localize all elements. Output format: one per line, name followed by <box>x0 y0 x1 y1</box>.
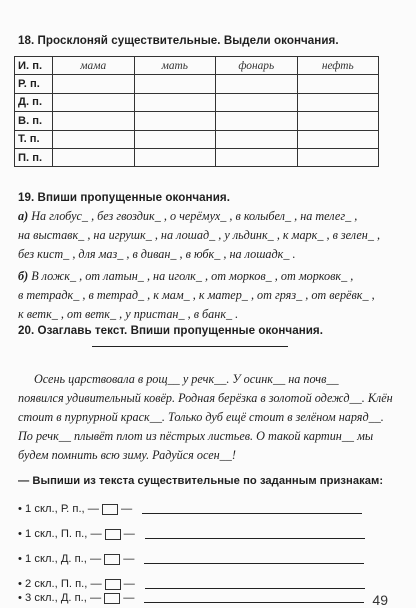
case-label: И. п. <box>15 57 53 75</box>
answer-line[interactable] <box>145 588 365 589</box>
declension-table <box>14 56 379 167</box>
answer-cell[interactable] <box>216 93 298 111</box>
criteria-label: • 1 скл., Д. п., — <box>18 553 102 565</box>
item-label-a: а) <box>18 209 29 223</box>
answer-cell[interactable] <box>134 75 216 93</box>
answer-cell[interactable] <box>297 75 379 93</box>
answer-row <box>18 578 365 590</box>
table-row <box>15 75 379 93</box>
task-19a-line-2: на выставк_ , на игрушк_ , на лошад_ , у льдинк_ , к марк_ , в зелен_ , <box>18 228 381 242</box>
case-label: Д. п. <box>15 93 53 111</box>
exercise-text: На глобус_ , без гвоздик_ , о черёмух_ , в колыбел_ , на телег_ , <box>31 209 358 223</box>
case-label: В. п. <box>15 112 53 130</box>
answer-cell[interactable] <box>297 130 379 148</box>
criteria-label: • 1 скл., П. п., — <box>18 528 102 540</box>
case-label: Р. п. <box>15 75 53 93</box>
answer-row <box>18 592 364 604</box>
answer-cell[interactable] <box>53 75 135 93</box>
answer-cell[interactable] <box>134 93 216 111</box>
table-row <box>15 93 379 111</box>
answer-line[interactable] <box>144 563 364 564</box>
dash: — <box>123 592 135 604</box>
ending-box[interactable] <box>105 529 121 540</box>
dash: — <box>123 578 135 590</box>
answer-cell[interactable] <box>53 112 135 130</box>
ending-box[interactable] <box>102 504 118 515</box>
answer-line[interactable] <box>145 538 365 539</box>
story-line: Осень царствовала в рощ__ у речк__. У осинк__ на почв__ <box>34 372 339 386</box>
case-label: Т. п. <box>15 130 53 148</box>
table-row <box>15 130 379 148</box>
item-label-b: б) <box>18 269 29 283</box>
answer-row <box>18 553 364 565</box>
task-19b-line-3: к ветк_ , от ветк_ , у пристан_ , в банк_ . <box>18 307 239 321</box>
ending-box[interactable] <box>105 579 121 590</box>
answer-cell[interactable] <box>297 148 379 166</box>
dash: — <box>123 553 135 565</box>
task-19a-line-1 <box>18 209 357 224</box>
criteria-label: • 3 скл., Д. п., — <box>18 592 102 604</box>
table-row <box>15 148 379 166</box>
criteria-label: • 1 скл., Р. п., — <box>18 503 99 515</box>
answer-cell[interactable] <box>216 112 298 130</box>
word-mat: мать <box>134 57 216 75</box>
answer-row <box>18 503 362 515</box>
task-19a-line-3: без кист_ , для маз_ , в диван_ , в юбк_ , на лошадк_ . <box>18 247 296 261</box>
exercise-text: В ложк_ , от латын_ , на иголк_ , от морков_ , от морковк_ , <box>31 269 354 283</box>
task-20-heading: 20. Озаглавь текст. Впиши пропущенные окончания. <box>18 324 324 337</box>
task-20-subtask: — Выпиши из текста существительные по заданным признакам: <box>18 475 384 487</box>
task-19b-line-1 <box>18 269 353 284</box>
page-number: 49 <box>372 592 388 608</box>
answer-cell[interactable] <box>216 130 298 148</box>
story-line: По речк__ плывёт плот из пёстрых листьев. О такой картин__ мы <box>18 429 374 443</box>
answer-cell[interactable] <box>216 75 298 93</box>
case-label: П. п. <box>15 148 53 166</box>
ending-box[interactable] <box>104 593 120 604</box>
answer-cell[interactable] <box>297 112 379 130</box>
answer-cell[interactable] <box>297 93 379 111</box>
answer-row <box>18 528 365 540</box>
title-answer-line[interactable] <box>92 346 288 347</box>
table-row <box>15 112 379 130</box>
table-row <box>15 57 379 75</box>
dash: — <box>123 528 135 540</box>
story-line: появился удивительный ковёр. Родная берёзка в золотой одежд__. Клён <box>18 391 393 405</box>
word-neft: нефть <box>297 57 379 75</box>
answer-cell[interactable] <box>134 130 216 148</box>
story-line: стоит в пурпурной краск__. Только дуб ещё стоит в зелёном наряд__. <box>18 410 384 424</box>
dash: — <box>120 503 133 515</box>
task-19b-line-2: в тетрадк_ , в тетрад_ , к мам_ , к матер_ , от гряз_ , от верёвк_ , <box>18 288 375 302</box>
answer-cell[interactable] <box>53 130 135 148</box>
answer-cell[interactable] <box>134 148 216 166</box>
story-line: будем помнить всю зиму. Радуйся осен__! <box>18 448 236 462</box>
task-19-heading: 19. Впиши пропущенные окончания. <box>18 191 230 204</box>
word-fonar: фонарь <box>216 57 298 75</box>
answer-cell[interactable] <box>216 148 298 166</box>
answer-cell[interactable] <box>53 148 135 166</box>
answer-line[interactable] <box>142 513 362 514</box>
word-mama: мама <box>53 57 135 75</box>
answer-cell[interactable] <box>53 93 135 111</box>
ending-box[interactable] <box>104 554 120 565</box>
answer-line[interactable] <box>144 602 364 603</box>
criteria-label: • 2 скл., П. п., — <box>18 578 102 590</box>
task-18-heading: 18. Просклоняй существительные. Выдели окончания. <box>18 34 339 47</box>
answer-cell[interactable] <box>134 112 216 130</box>
